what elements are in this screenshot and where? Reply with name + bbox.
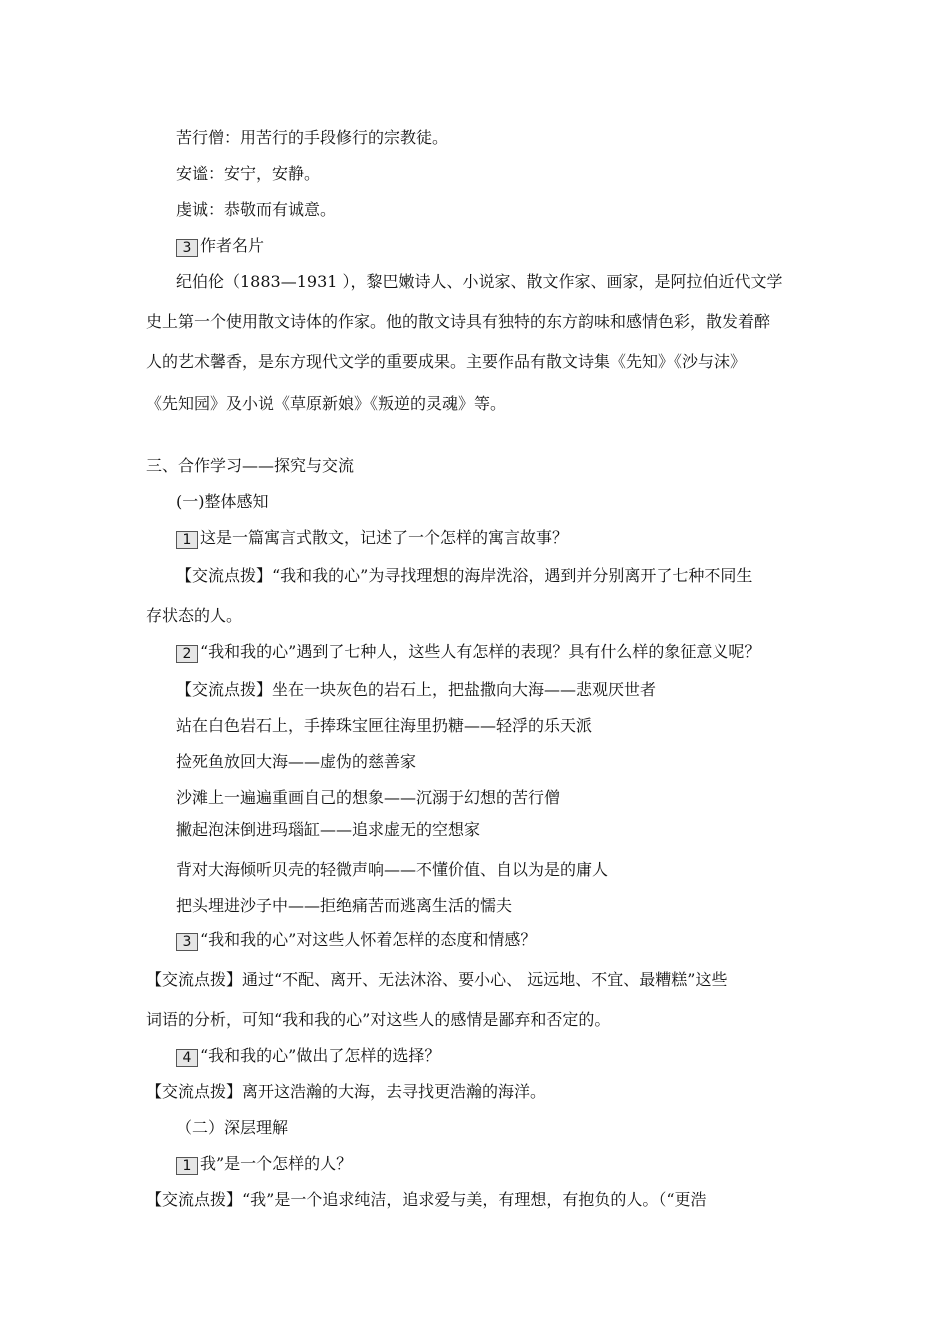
vocab-line: 安谧：安宁，安静。 [176, 164, 321, 183]
subsection-title: （二）深层理解 [176, 1118, 289, 1137]
answer-line: 背对大海倾听贝壳的轻微声响——不懂价值、自以为是的庸人 [176, 860, 609, 879]
answer-line: 把头埋进沙子中——拒绝痛苦而逃离生活的懦夫 [176, 896, 513, 915]
item-number-box: 2 [176, 645, 198, 663]
answer-line: 【交流点拨】离开这浩瀚的大海，去寻找更浩瀚的海洋。 [146, 1082, 547, 1101]
author-heading-text: 作者名片 [200, 236, 265, 255]
question [176, 930, 536, 951]
vocab-line: 苦行僧：用苦行的手段修行的宗教徒。 [176, 128, 449, 147]
item-number-box: 1 [176, 1157, 198, 1175]
section-title: 三、合作学习——探究与交流 [146, 456, 355, 475]
question-text: “我和我的心”做出了怎样的选择？ [200, 1046, 441, 1065]
answer-line: 沙滩上一遍遍重画自己的想象——沉溺于幻想的苦行僧 [176, 788, 561, 807]
subsection-title: (一)整体感知 [176, 492, 269, 511]
question-text: “我和我的心”遇到了七种人，这些人有怎样的表现？具有什么样的象征意义呢？ [200, 642, 761, 661]
answer-line: 存状态的人。 [146, 606, 243, 625]
item-number-box: 4 [176, 1049, 198, 1067]
answer-line: 【交流点拨】“我和我的心”为寻找理想的海岸洗浴，遇到并分别离开了七种不同生 [176, 566, 753, 585]
vocab-line: 虔诚：恭敬而有诚意。 [176, 200, 337, 219]
author-bio-line: 《先知园》及小说《草原新娘》《叛逆的灵魂》等。 [146, 394, 507, 413]
author-bio-line: 史上第一个使用散文诗体的作家。他的散文诗具有独特的东方韵味和感情色彩，散发着醉 [146, 312, 771, 331]
answer-line: 词语的分析，可知“我和我的心”对这些人的感情是鄙弃和否定的。 [146, 1010, 611, 1029]
answer-line: 站在白色岩石上，手捧珠宝匣往海里扔糖——轻浮的乐天派 [176, 716, 593, 735]
author-bio-line: 纪伯伦（1883—1931 ），黎巴嫩诗人、小说家、散文作家、画家，是阿拉伯近代文学 [176, 272, 783, 291]
question-text: 我”是一个怎样的人？ [200, 1154, 353, 1173]
question [176, 642, 760, 663]
item-number-box: 3 [176, 239, 198, 257]
item-number-box: 1 [176, 531, 198, 549]
question [176, 528, 568, 549]
question [176, 1154, 352, 1175]
question [176, 1046, 440, 1067]
author-bio-line: 人的艺术馨香，是东方现代文学的重要成果。主要作品有散文诗集《先知》《沙与沫》 [146, 352, 747, 371]
author-heading [176, 236, 264, 257]
answer-line: 【交流点拨】坐在一块灰色的岩石上，把盐撒向大海——悲观厌世者 [176, 680, 657, 699]
item-number-box: 3 [176, 933, 198, 951]
answer-line: 【交流点拨】“我”是一个追求纯洁，追求爱与美，有理想，有抱负的人。（“更浩 [146, 1190, 707, 1209]
question-text: “我和我的心”对这些人怀着怎样的态度和情感？ [200, 930, 537, 949]
answer-line: 撇起泡沫倒进玛瑙缸——追求虚无的空想家 [176, 820, 481, 839]
answer-line: 捡死鱼放回大海——虚伪的慈善家 [176, 752, 417, 771]
question-text: 这是一篇寓言式散文，记述了一个怎样的寓言故事？ [200, 528, 569, 547]
answer-line: 【交流点拨】通过“不配、离开、无法沐浴、要小心、 远远地、不宜、最糟糕”这些 [146, 970, 728, 989]
